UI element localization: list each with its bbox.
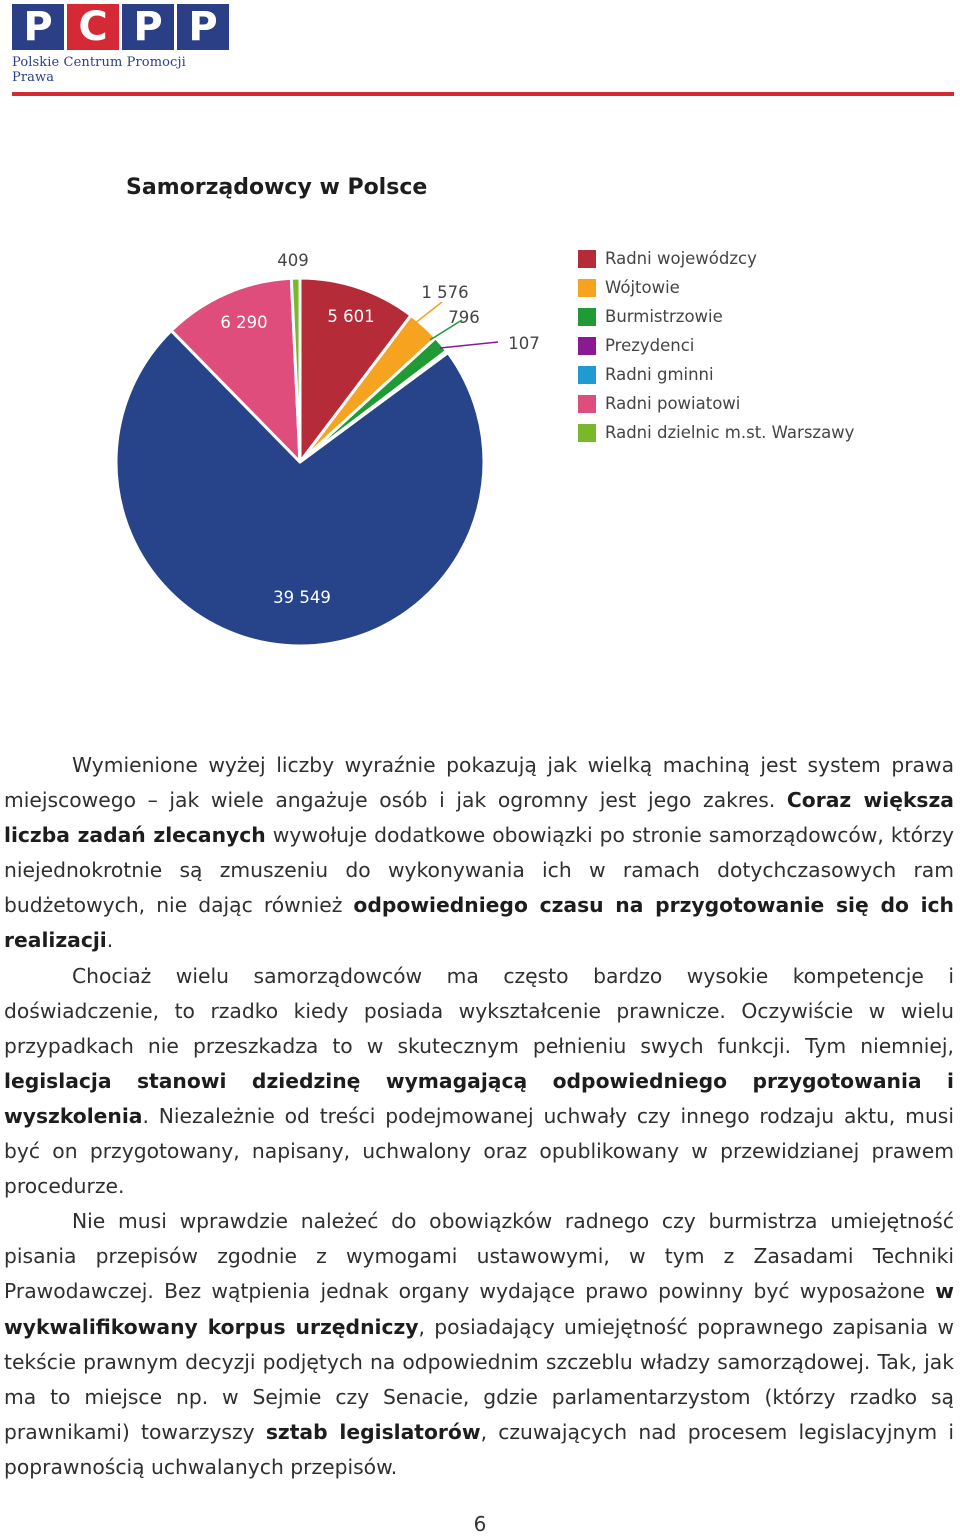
text-run: Wymienione wyżej liczby wyraźnie pokazują jak wielką machiną jest system prawa miejscowego – jak wiele angażuje osób i jak ogromny jest jego zakres. (4, 753, 954, 813)
text-run: , czuwających nad procesem legislacyjnym i poprawnością uchwalanych przepisów. (4, 1419, 954, 1479)
text-run: . Niezależnie od treści podejmowanej uchwały czy innego rodzaju aktu, musi być on przygotowany, napisany, uchwalony oraz opublikowany w przewidzianej prawem procedurze. (4, 1103, 954, 1199)
legend-swatch (578, 395, 596, 413)
legend-swatch (578, 250, 596, 268)
data-label: 409 (277, 251, 309, 270)
legend-item (578, 418, 854, 447)
data-label: 1 576 (421, 283, 469, 302)
legend-swatch (578, 279, 596, 297)
bold-text: legislacja stanowi dziedzinę wymagającą odpowiedniego przygotowania i wyszkolenia (4, 1068, 954, 1128)
legend-label: Radni wojewódzcy (605, 249, 757, 268)
data-label: 796 (448, 308, 480, 327)
text-run: . (106, 928, 114, 953)
bold-text: odpowiedniego czasu na przygotowanie się do ich realizacji (4, 893, 954, 953)
legend-label: Radni dzielnic m.st. Warszawy (605, 423, 855, 442)
logo-letter-p3: P (177, 4, 229, 50)
legend-item (578, 273, 854, 302)
leader-line (414, 302, 442, 324)
logo (12, 4, 232, 85)
logo-letter-c: C (67, 4, 119, 50)
legend-swatch (578, 424, 596, 442)
body-text (4, 748, 954, 1485)
header-divider (12, 92, 954, 96)
legend-item (578, 244, 854, 273)
logo-caption: Polskie Centrum Promocji Prawa (12, 55, 186, 85)
legend-swatch (578, 366, 596, 384)
data-label: 5 601 (327, 307, 375, 326)
logo-letters (12, 4, 232, 50)
data-label: 39 549 (273, 588, 331, 607)
legend-swatch (578, 308, 596, 326)
page-number: 6 (473, 1512, 487, 1536)
legend-label: Radni gminni (605, 365, 714, 384)
chart-title: Samorządowcy w Polsce (126, 175, 428, 200)
paragraph-3 (4, 1204, 954, 1485)
legend-item (578, 389, 854, 418)
legend-swatch (578, 337, 596, 355)
legend-item (578, 331, 854, 360)
legend-label: Radni powiatowi (605, 394, 741, 413)
legend-item (578, 360, 854, 389)
text-run: wywołuje dodatkowe obowiązki po stronie samorządowców, którzy niejednokrotnie są zmuszeniu do wykonywania ich w ramach dotychczasowych ram budżetowych, nie dając również (4, 823, 954, 918)
legend-label: Prezydenci (605, 336, 695, 355)
pie-chart (0, 240, 560, 660)
data-label: 107 (508, 334, 540, 353)
text-run: , posiadający umiejętność poprawnego zapisania w tekście prawnym decyzji podjętych na odpowiednim szczeblu władzy samorządowej. Tak, jak ma to miejsce np. w Sejmie czy Senacie, gdzie parlamentarzystom (którzy rzadko są prawnikami) towarzyszy (4, 1314, 954, 1444)
chart-legend (578, 244, 854, 447)
leader-line (440, 342, 498, 348)
logo-letter-p: P (12, 4, 64, 50)
text-run: Nie musi wprawdzie należeć do obowiązków radnego czy burmistrza umiejętność pisania przepisów zgodnie z wymogami ustawowymi, w tym z Zasadami Techniki Prawodawczej. Bez wątpienia jednak organy wydające prawo powinny być wyposażone (4, 1209, 954, 1304)
legend-label: Wójtowie (605, 278, 680, 297)
text-run: Chociaż wielu samorządowców ma często bardzo wysokie kompetencje i doświadczenie, to rzadko kiedy posiada wykształcenie prawnicze. Oczywiście w wielu przypadkach nie przeszkadza to w skutecznym pełnieniu swych funkcji. Tym niemniej, (4, 963, 954, 1058)
bold-text: w wykwalifikowany korpus urzędniczy (4, 1279, 954, 1339)
legend-label: Burmistrzowie (605, 307, 723, 326)
paragraph-1 (4, 748, 954, 959)
data-label: 6 290 (220, 313, 268, 332)
bold-text: Coraz większa liczba zadań zlecanych (4, 788, 954, 848)
legend-item (578, 302, 854, 331)
bold-text: sztab legislatorów (265, 1419, 481, 1444)
paragraph-2 (4, 959, 954, 1205)
logo-letter-p2: P (122, 4, 174, 50)
